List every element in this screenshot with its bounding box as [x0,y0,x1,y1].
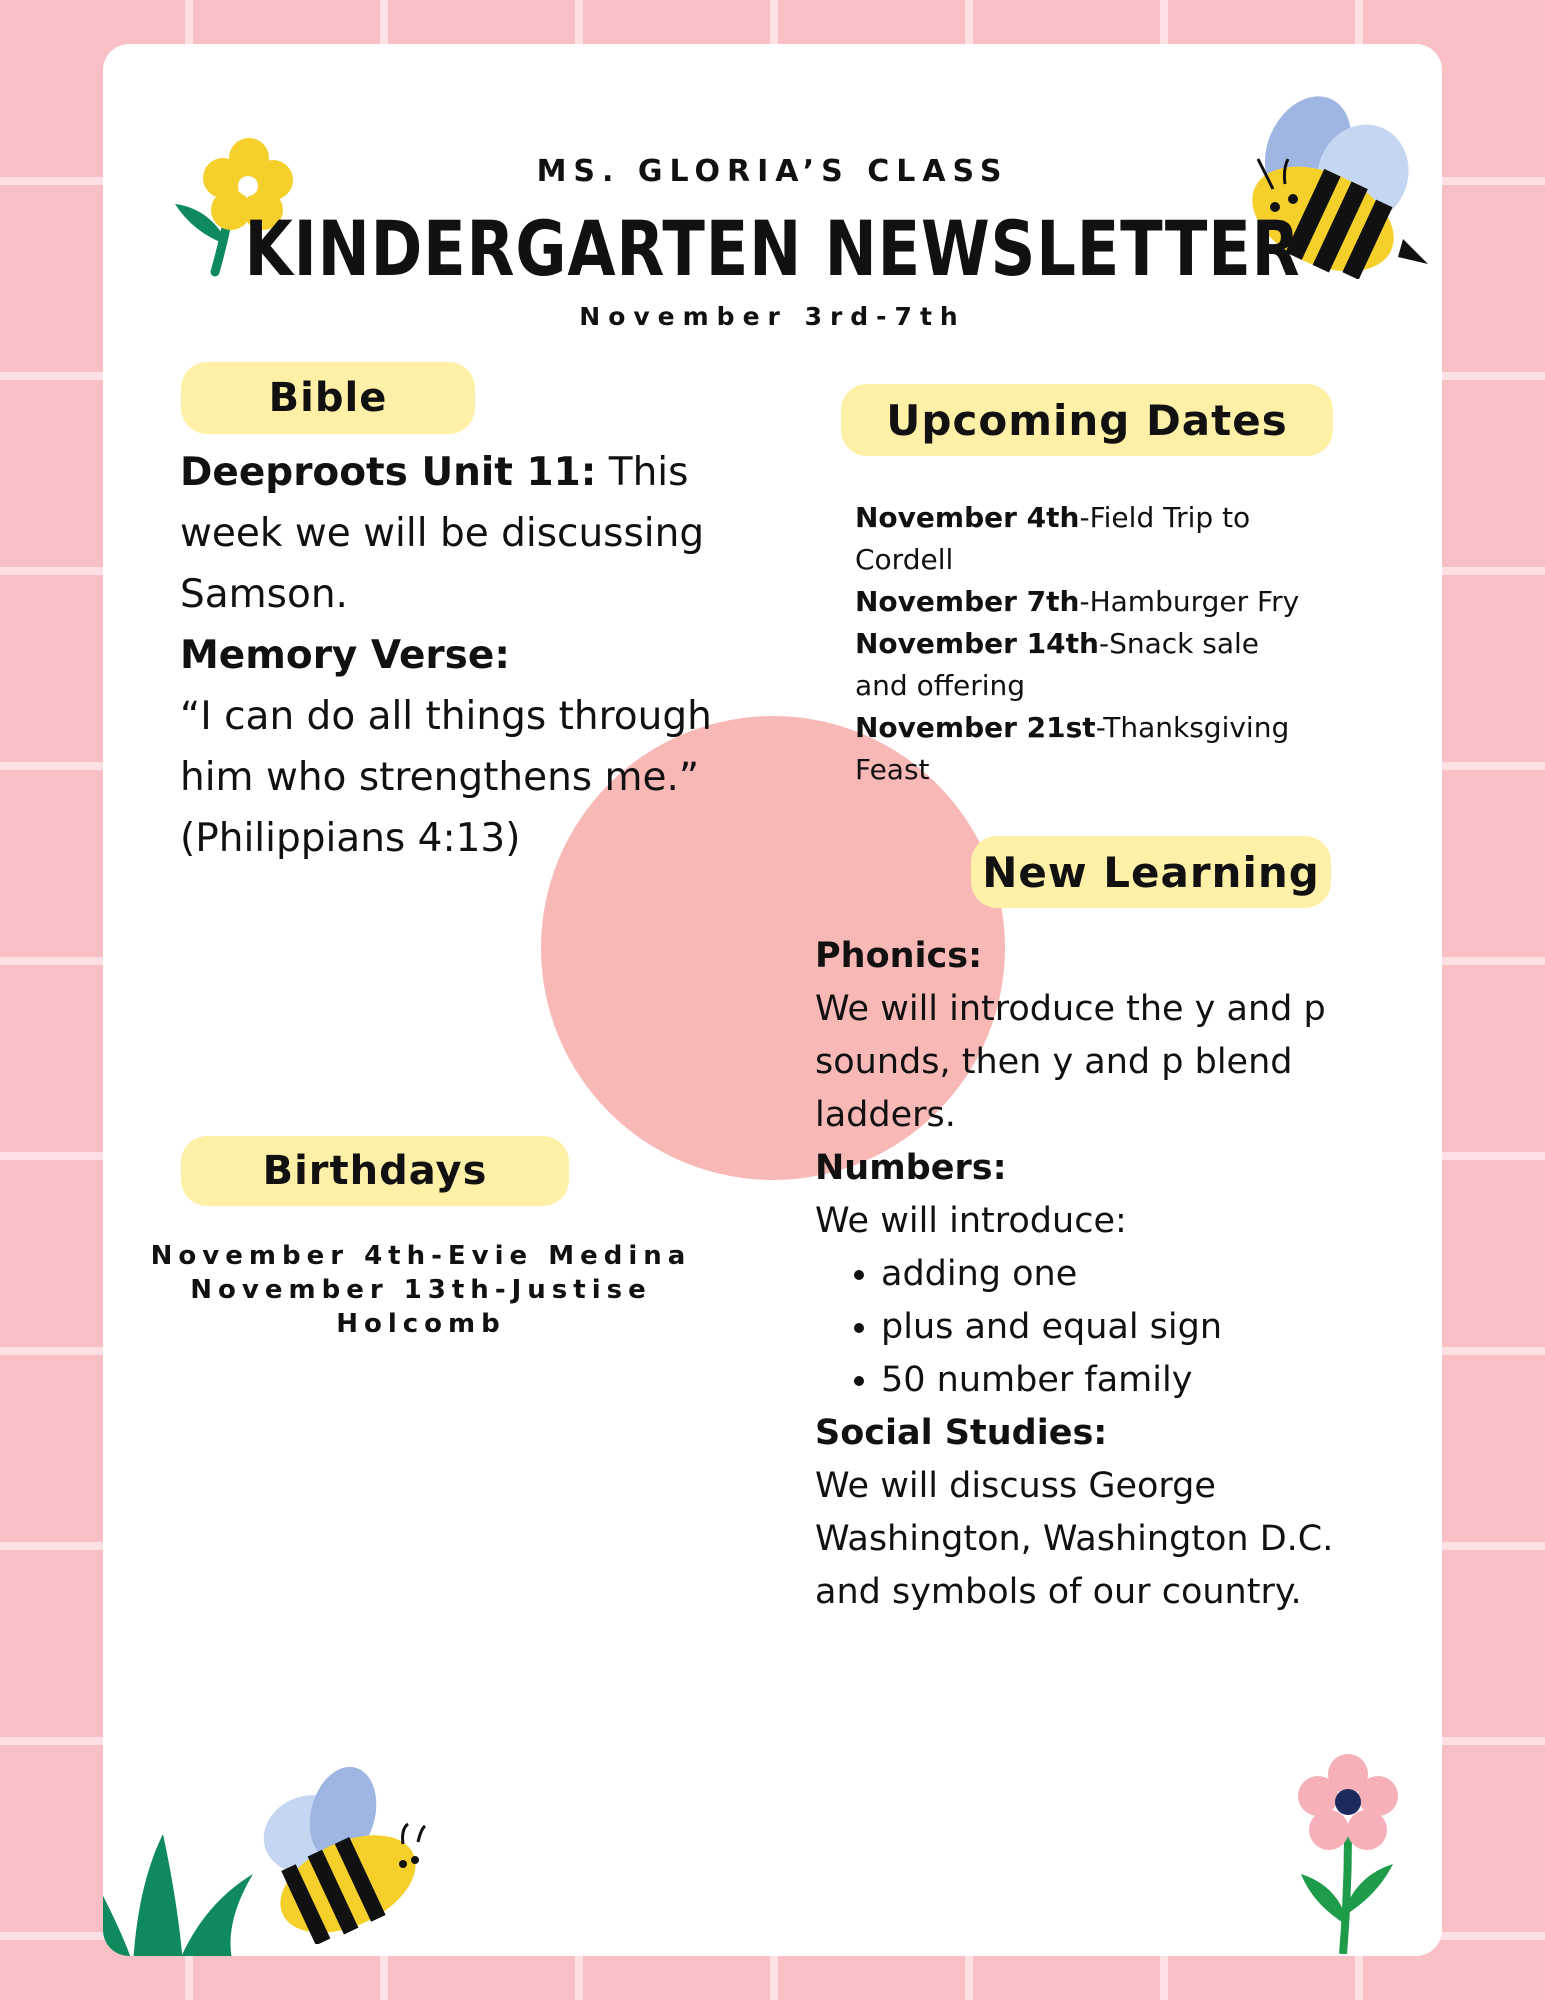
phonics-text: We will introduce the y and p sounds, then y and p blend ladders. [815,989,1326,1135]
upcoming-dates-heading: Upcoming Dates [841,384,1333,456]
pink-flower-icon [1293,1754,1403,1954]
birthdays-list [103,1239,739,1341]
new-learning-section [815,930,1375,1619]
list-item: • plus and equal sign [881,1301,1375,1354]
verse-reference: (Philippians 4:13) [180,816,521,861]
newsletter-title: KINDERGARTEN NEWSLETTER [244,204,1301,293]
new-learning-heading: New Learning [971,836,1331,908]
list-item: November 14th-Snack sale and offering [855,627,1260,702]
bee-icon [253,1764,443,1944]
list-item: • 50 number family [881,1354,1375,1407]
numbers-list [815,1248,1375,1407]
numbers-label: Numbers: [815,1148,1007,1188]
social-studies-text: We will discuss George Washington, Washington D.C. and symbols of our country. [815,1466,1334,1612]
newsletter-card [103,44,1442,1956]
unit-text: This week we will be discussing Samson. [180,450,705,617]
phonics-label: Phonics: [815,936,983,976]
verse-text: “I can do all things through him who strengthens me.” [180,694,712,800]
bible-section [180,442,740,869]
date-range: November 3rd-7th [579,302,966,331]
bible-heading: Bible [181,362,475,434]
birthdays-heading: Birthdays [181,1136,569,1206]
social-studies-label: Social Studies: [815,1413,1108,1453]
list-item: November 4th-Field Trip to Cordell [855,501,1251,576]
list-item: November 21st-Thanksgiving Feast [855,711,1290,786]
numbers-intro: We will introduce: [815,1201,1127,1241]
grass-icon [103,1824,273,1956]
list-item: • adding one [881,1248,1375,1301]
class-name: MS. GLORIA’S CLASS [536,154,1009,189]
upcoming-dates-list [855,497,1315,791]
list-item: November 7th-Hamburger Fry [855,585,1300,618]
list-item: November 4th-Evie Medina [150,1241,692,1271]
verse-label: Memory Verse: [180,633,510,678]
unit-label: Deeproots Unit 11: [180,450,597,495]
list-item: November 13th-Justise Holcomb [190,1275,652,1339]
